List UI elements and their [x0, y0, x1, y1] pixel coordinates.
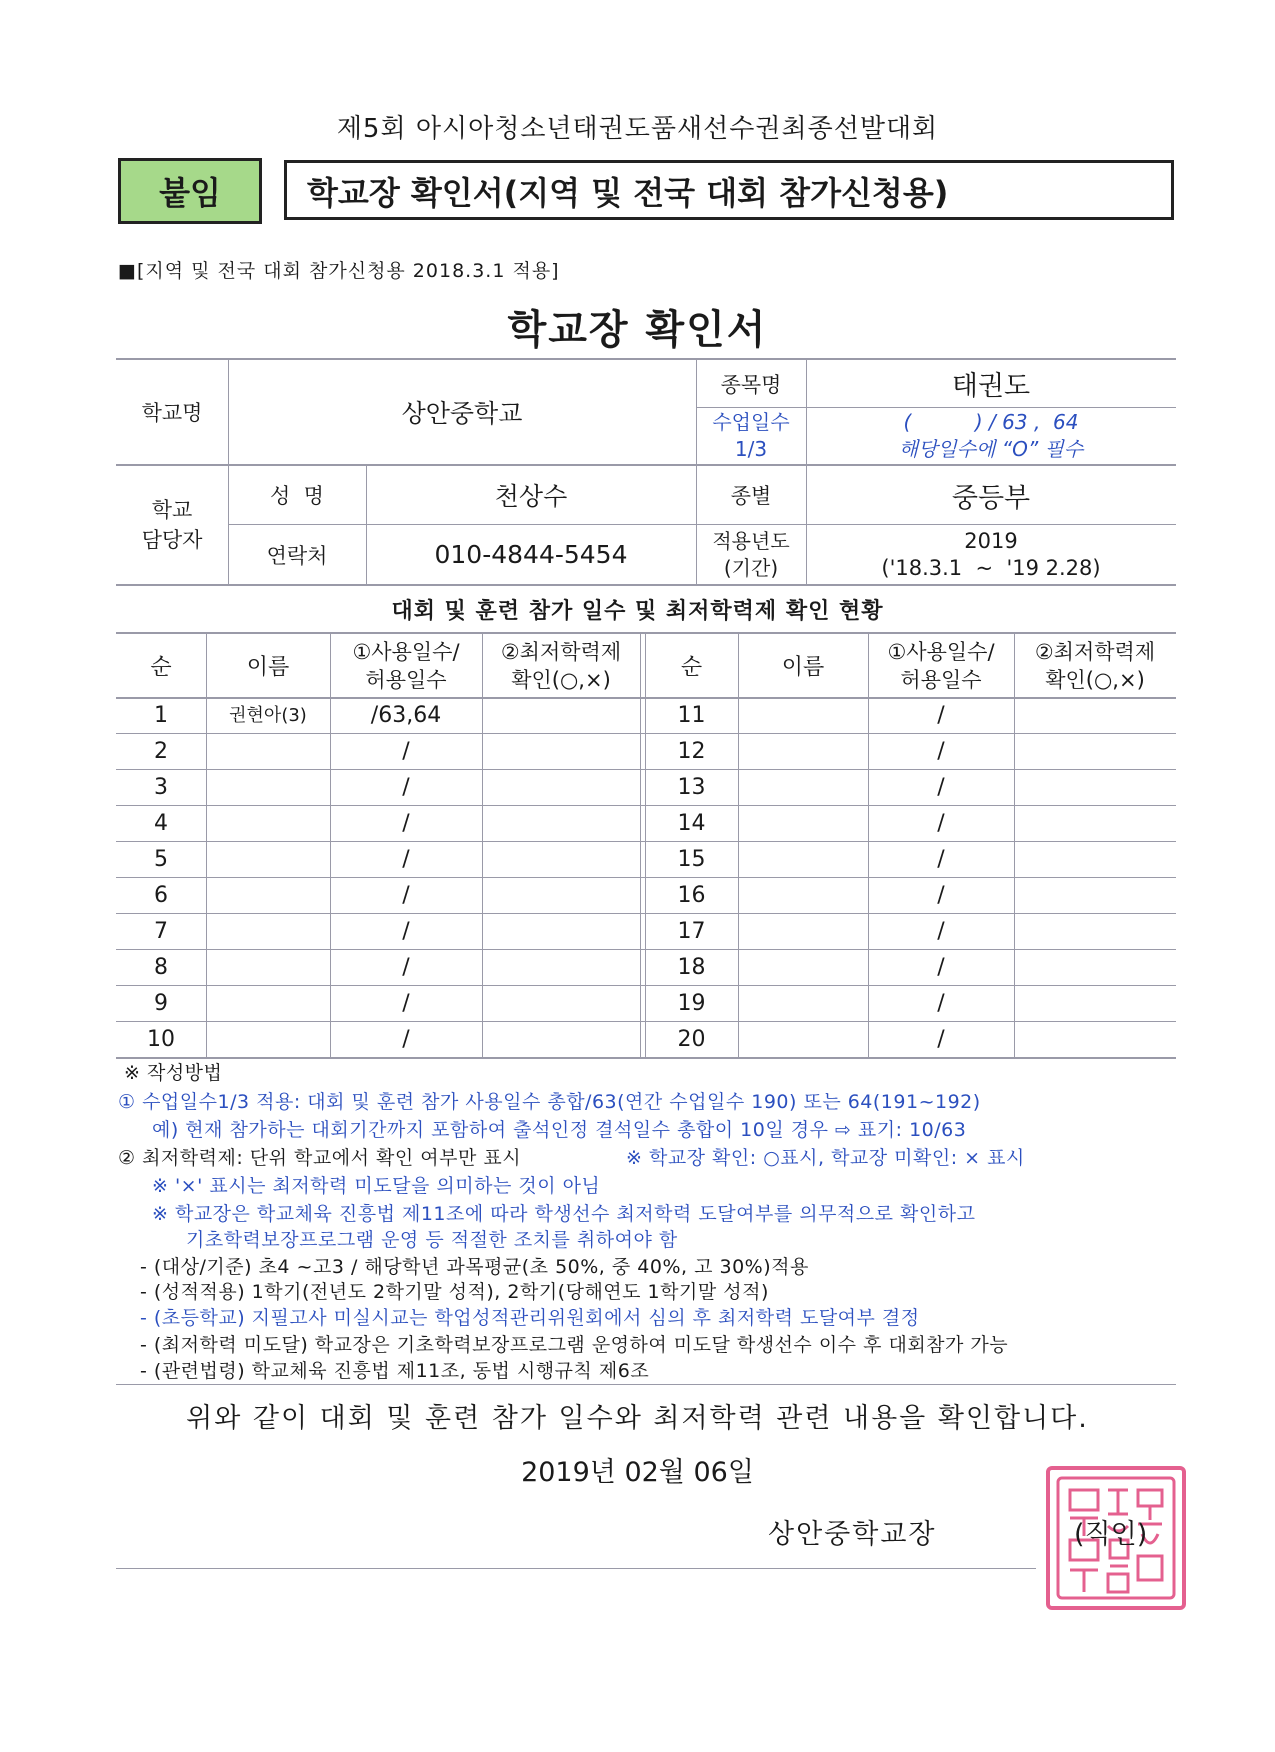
table-row — [116, 878, 1176, 914]
class-days-value — [806, 408, 1176, 464]
event-value: 태권도 — [951, 371, 1031, 402]
col-name-header: 이름 — [246, 655, 290, 680]
row-no2: 14 — [677, 811, 706, 836]
table-row — [116, 734, 1176, 770]
event-title: 제5회 아시아청소년태권도품새선수권최종선발대회 — [336, 114, 939, 144]
table-row — [116, 842, 1176, 878]
class-days-label-line1: 수업일수 — [712, 410, 790, 434]
note-detail-4: - (최저학력 미도달) 학교장은 기초학력보장프로그램 운영하여 미도달 학생선수 이수 후 대회참가 가능 — [140, 1334, 1009, 1356]
status-title: 대회 및 훈련 참가 일수 및 최저학력제 확인 현황 — [391, 599, 884, 624]
contact-label: 연락처 — [266, 543, 328, 568]
row-days: / — [402, 919, 410, 944]
row-days2: / — [937, 775, 945, 800]
class-days-value-line1: ( ) / 63 , 64 — [903, 410, 1079, 434]
main-title: 학교장 확인서 — [507, 307, 768, 353]
form-title-box: 학교장 확인서(지역 및 전국 대회 참가신청용) — [284, 160, 1174, 220]
manager-label-line1: 학교 — [151, 498, 193, 522]
class-days-label — [696, 408, 806, 464]
note-2a: ② 최저학력제: 단위 학교에서 확인 여부만 표시 — [118, 1147, 522, 1169]
row-name — [206, 878, 330, 914]
row-days2: / — [937, 739, 945, 764]
row-no2: 12 — [677, 739, 706, 764]
row-days2: / — [937, 703, 945, 728]
row-no: 4 — [154, 811, 168, 836]
note-detail-3: - (초등학교) 지필고사 미실시교는 학업성적관리위원회에서 심의 후 최저학력 도달여부 결정 — [140, 1307, 920, 1329]
year-label-line2: (기간) — [723, 555, 779, 580]
table-row — [116, 806, 1176, 842]
row-no2: 11 — [677, 703, 706, 728]
category-label: 종별 — [730, 484, 772, 508]
row-days: / — [402, 811, 410, 836]
col-days-header-line2: 허용일수 — [365, 667, 447, 692]
info-table-bottom — [116, 584, 1176, 586]
row-name — [206, 806, 330, 842]
row-name — [206, 914, 330, 950]
note-detail-5: - (관련법령) 학교체육 진흥법 제11조, 동법 시행규칙 제6조 — [140, 1360, 650, 1382]
table-row — [116, 914, 1176, 950]
row-days2: / — [937, 919, 945, 944]
table-row — [116, 770, 1176, 806]
manager-label-line2: 담당자 — [141, 528, 203, 552]
row-name — [206, 950, 330, 986]
row-days: / — [402, 739, 410, 764]
note-4a: ※ 학교장은 학교체육 진흥법 제11조에 따라 학생선수 최저학력 도달여부를 의무적으로 확인하고 — [152, 1203, 976, 1225]
row-days: / — [402, 847, 410, 872]
row-days: / — [402, 991, 410, 1016]
row-no2: 19 — [677, 991, 706, 1016]
year-value-line2: ('18.3.1 ~ '19 2.28) — [881, 555, 1101, 580]
col-min-header-line1: ②최저학력제 — [500, 639, 622, 664]
col-min2-header-line2: 확인(○,×) — [1045, 667, 1145, 692]
year-label-line1: 적용년도 — [712, 528, 790, 553]
class-days-label-line2: 1/3 — [734, 437, 768, 461]
col-days2-header-line1: ①사용일수/ — [887, 639, 995, 664]
col-min-header-line2: 확인(○,×) — [511, 667, 611, 692]
table-row — [116, 950, 1176, 986]
row-days: / — [402, 1027, 410, 1052]
row-days2: / — [937, 811, 945, 836]
note-4b: 기초학력보장프로그램 운영 등 적절한 조치를 취하여야 함 — [186, 1229, 678, 1251]
category-value: 중등부 — [951, 482, 1031, 514]
year-value — [806, 525, 1176, 584]
row-days: /63,64 — [370, 703, 442, 728]
confirmation-date: 2019년 02월 06일 — [521, 1457, 754, 1488]
name-label: 성 명 — [270, 484, 324, 508]
col-days2-header-line2: 허용일수 — [900, 667, 982, 692]
row-no2: 16 — [677, 883, 706, 908]
row-name: 권현아(3) — [229, 705, 307, 726]
row-days2: / — [937, 1027, 945, 1052]
row-days2: / — [937, 883, 945, 908]
col-days-header — [330, 634, 482, 697]
manager-label — [116, 466, 228, 584]
row-days: / — [402, 883, 410, 908]
principal-name: 상안중학교장 — [768, 1519, 937, 1550]
confirmation-statement: 위와 같이 대회 및 훈련 참가 일수와 최저학력 관련 내용을 확인합니다. — [186, 1403, 1089, 1434]
note-2b: ※ 학교장 확인: ○표시, 학교장 미확인: × 표시 — [626, 1147, 1025, 1169]
row-name — [206, 986, 330, 1022]
row-days2: / — [937, 847, 945, 872]
row-name — [206, 734, 330, 770]
row-no: 2 — [154, 739, 168, 764]
row-no: 5 — [154, 847, 168, 872]
table-row — [116, 986, 1176, 1022]
contact-value: 010-4844-5454 — [434, 540, 628, 569]
notes-divider — [116, 1384, 1176, 1385]
class-days-value-line2: 해당일수에 “O” 필수 — [898, 437, 1084, 461]
note-3: ※ '×' 표시는 최저학력 미도달을 의미하는 것이 아님 — [152, 1175, 601, 1197]
footer-divider — [116, 1568, 1036, 1569]
row-name — [206, 770, 330, 806]
col-min2-header — [1014, 634, 1176, 697]
col-days2-header — [868, 634, 1014, 697]
note-1a: ① 수업일수1/3 적용: 대회 및 훈련 참가 사용일수 총합/63(연간 수업일수 190) 또는 64(191~192) — [118, 1091, 981, 1113]
col-min2-header-line1: ②최저학력제 — [1034, 639, 1156, 664]
year-label — [696, 525, 806, 584]
row-name — [206, 1022, 330, 1058]
note-1b: 예) 현재 참가하는 대회기간까지 포함하여 출석인정 결석일수 총합이 10일 경우 ⇨ 표기: 10/63 — [152, 1119, 967, 1141]
col-min-header — [482, 634, 640, 697]
attachment-label: 붙임 — [118, 158, 262, 224]
col-no-header: 순 — [150, 655, 172, 680]
row-no2: 20 — [677, 1027, 706, 1052]
col-name2-header: 이름 — [781, 655, 825, 680]
col-no2-header: 순 — [680, 655, 703, 680]
table-row — [116, 698, 1176, 734]
row-no2: 15 — [677, 847, 706, 872]
row-days: / — [402, 955, 410, 980]
row-no: 1 — [154, 703, 168, 728]
row-no: 3 — [154, 775, 168, 800]
row-days2: / — [937, 955, 945, 980]
row-no: 6 — [154, 883, 168, 908]
row-days2: / — [937, 991, 945, 1016]
row-no2: 18 — [677, 955, 706, 980]
year-value-line1: 2019 — [964, 528, 1018, 553]
row-name — [206, 842, 330, 878]
row-no2: 17 — [677, 919, 706, 944]
form-notice: ■[지역 및 전국 대회 참가신청용 2018.3.1 적용] — [118, 260, 560, 282]
event-label: 종목명 — [720, 372, 782, 397]
school-name-label: 학교명 — [141, 401, 203, 425]
row-no2: 13 — [677, 775, 706, 800]
row-no: 9 — [154, 991, 168, 1016]
row-no: 10 — [147, 1027, 175, 1052]
school-name-value: 상안중학교 — [401, 399, 523, 428]
table-row — [116, 1022, 1176, 1058]
col-days-header-line1: ①사용일수/ — [352, 639, 460, 664]
row-no: 8 — [154, 955, 168, 980]
notes-heading: ※ 작성방법 — [124, 1062, 223, 1084]
row-days: / — [402, 775, 410, 800]
note-detail-1: - (대상/기준) 초4 ~고3 / 해당학년 과목평균(초 50%, 중 40%, 고 30%)적용 — [140, 1256, 809, 1278]
row-no: 7 — [154, 919, 168, 944]
seal-label: (직인) — [1074, 1519, 1148, 1550]
note-detail-2: - (성적적용) 1학기(전년도 2학기말 성적), 2학기(당해연도 1학기말 성적) — [140, 1281, 769, 1303]
name-value: 천상수 — [494, 482, 568, 511]
